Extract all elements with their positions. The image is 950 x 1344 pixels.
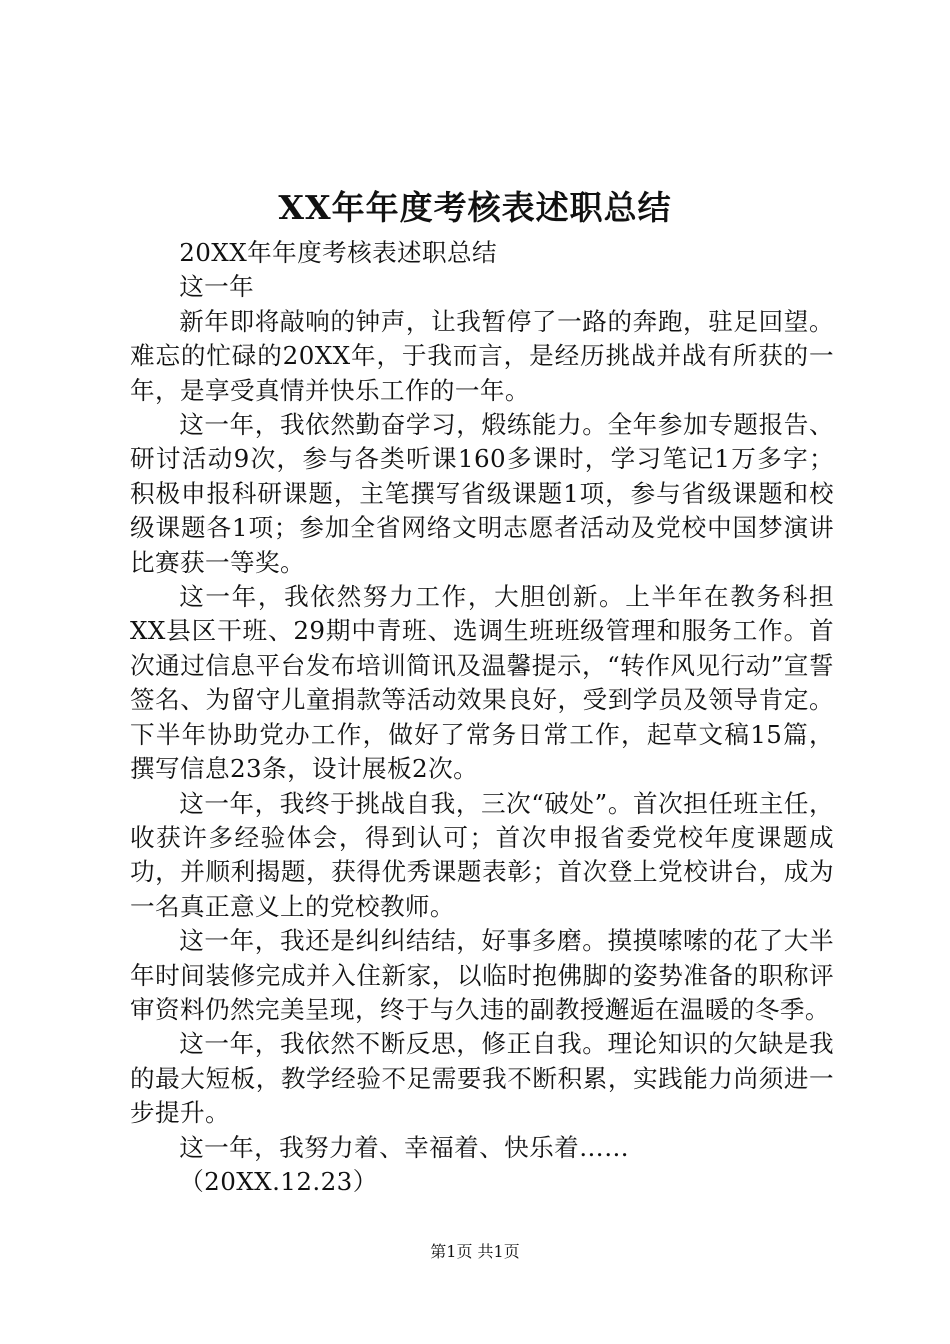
paragraph-heading: 这一年 bbox=[179, 272, 255, 302]
page-footer: 第1页 共1页 bbox=[430, 1242, 520, 1261]
paragraph: 这一年，我依然不断反思，修正自我。理论知识的欠缺是我的最大短板，教学经验不足需要我不断积累，实践能力尚须进一步提升。 bbox=[130, 1029, 834, 1128]
paragraph: 新年即将敲响的钟声，让我暂停了一路的奔跑，驻足回望。难忘的忙碌的20XX年，于我而言，是经历挑战并战有所获的一年，是享受真情并快乐工作的一年。 bbox=[130, 306, 834, 405]
paragraph-subtitle: 20XX年年度考核表述职总结 bbox=[179, 238, 498, 267]
paragraph: 这一年，我依然勤奋学习，煅练能力。全年参加专题报告、研讨活动9次，参与各类听课160多课时，学习笔记1万多字；积极申报科研课题，主笔撰写省级课题1项，参与省级课题和校级课题各1项；参加全省网络文明志愿者活动及党校中国梦演讲比赛获一等奖。 bbox=[130, 410, 834, 577]
document-date: （20XX.12.23） bbox=[179, 1166, 378, 1196]
document-body bbox=[130, 236, 834, 1199]
paragraph: 这一年，我还是纠纠结结，好事多磨。摸摸嗦嗦的花了大半年时间装修完成并入住新家，以临时抱佛脚的姿势准备的职称评审资料仍然完美呈现，终于与久违的副教授邂逅在温暖的冬季。 bbox=[130, 926, 834, 1024]
document-title: XX年年度考核表述职总结 bbox=[278, 188, 672, 227]
paragraph-closing: 这一年，我努力着、幸福着、快乐着…… bbox=[179, 1132, 630, 1162]
paragraph: 这一年，我终于挑战自我，三次“破处”。首次担任班主任，收获许多经验体会，得到认可；首次申报省委党校年度课题成功，并顺利揭题，获得优秀课题表彰；首次登上党校讲台，成为一名真正意义上的党校教师。 bbox=[130, 788, 834, 921]
paragraph: 这一年，我依然努力工作，大胆创新。上半年在教务科担XX县区干班、29期中青班、选调生班班级管理和服务工作。首次通过信息平台发布培训简讯及温馨提示，“转作风见行动”宣誓签名、为留守儿童捐款等活动效果良好，受到学员及领导肯定。下半年协助党办工作，做好了常务日常工作，起草文稿15篇，撰写信息23条，设计展板2次。 bbox=[130, 582, 834, 784]
